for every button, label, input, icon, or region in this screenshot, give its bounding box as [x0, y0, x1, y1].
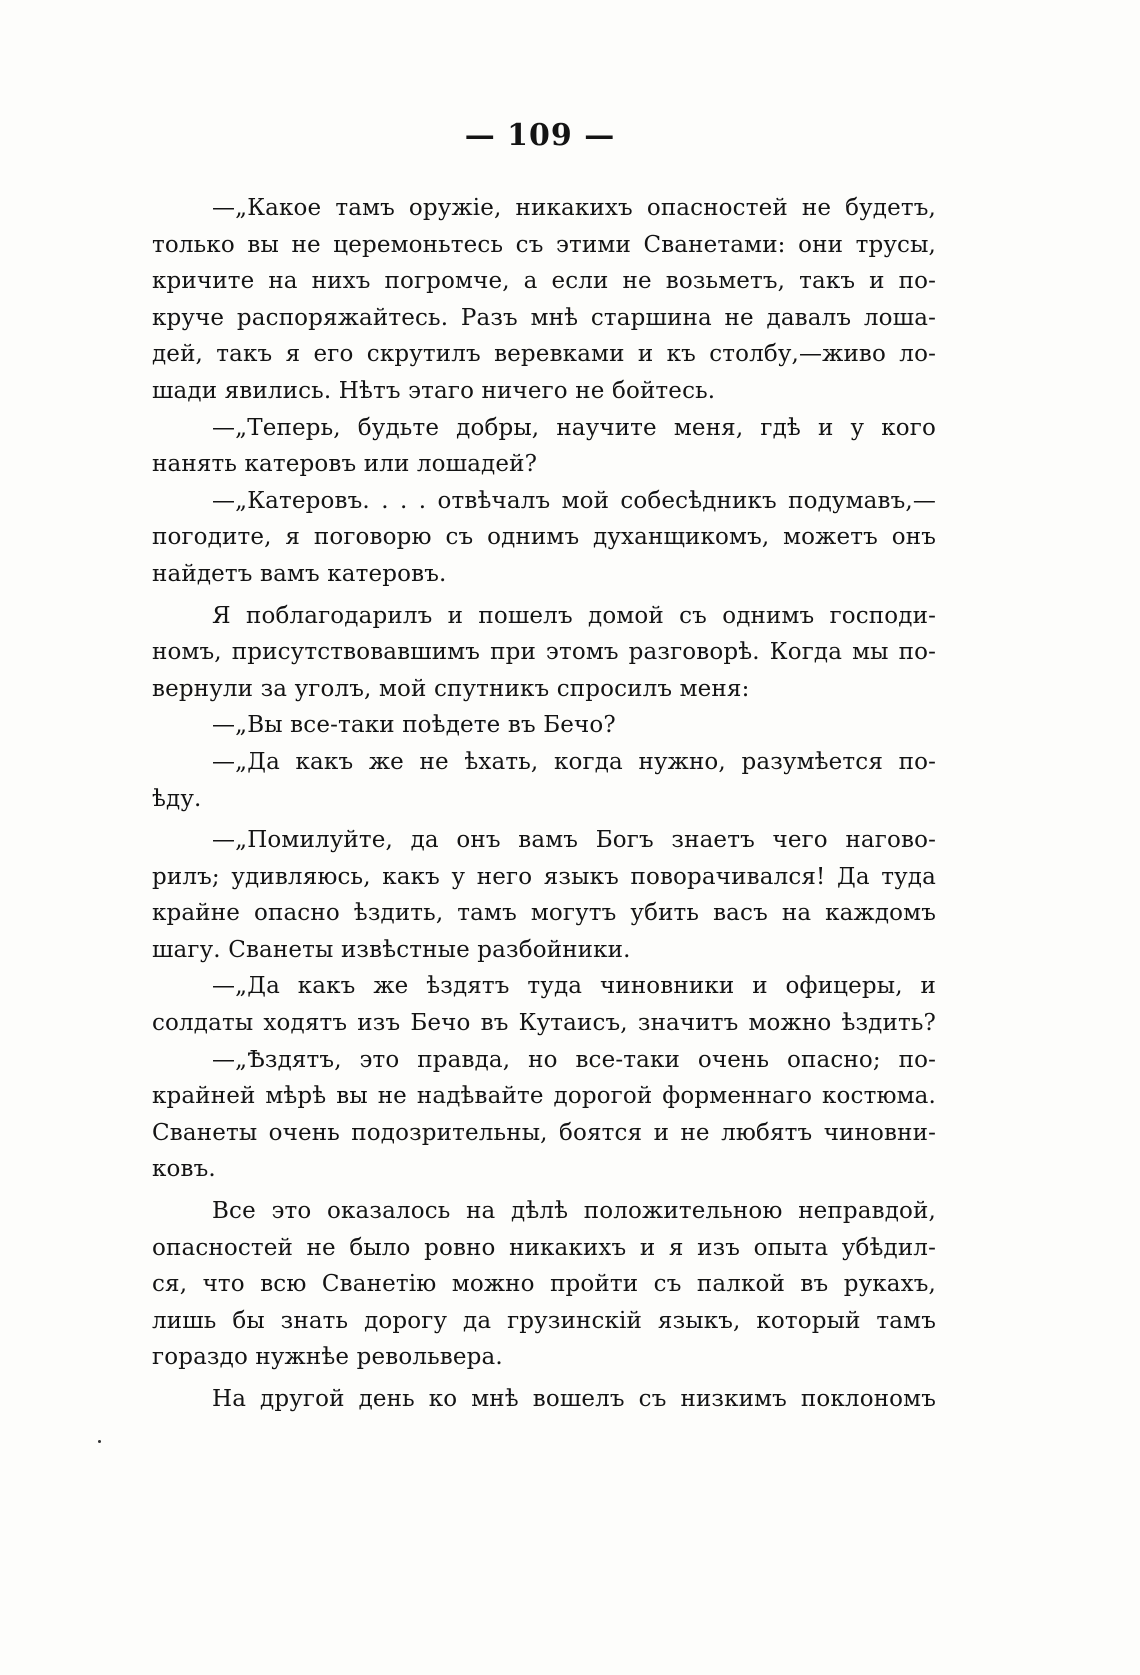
- page-body-text: [152, 190, 936, 1418]
- text-line: кричите на нихъ погромче, а если не возьметъ, такъ и по-: [152, 268, 936, 295]
- text-line: крайне опасно ѣздить, тамъ могутъ убить васъ на каждомъ: [152, 900, 936, 927]
- ink-speck: [98, 1440, 101, 1443]
- text-line: шагу. Сванеты извѣстные разбойники.: [152, 936, 631, 963]
- text-line: Сванеты очень подозрительны, боятся и не любятъ чиновни-: [152, 1119, 936, 1146]
- text-line: рилъ; удивляюсь, какъ у него языкъ поворачивался! Да туда: [152, 863, 936, 890]
- text-line: ѣду.: [152, 785, 202, 812]
- text-line: найдетъ вамъ катеровъ.: [152, 560, 447, 587]
- text-line: —„Вы все-таки поѣдете въ Бечо?: [212, 712, 616, 739]
- text-line: номъ, присутствовавшимъ при этомъ разговорѣ. Когда мы по-: [152, 639, 936, 666]
- text-line: дей, такъ я его скрутилъ веревками и къ столбу,—живо ло-: [152, 341, 936, 368]
- text-line: нанять катеровъ или лошадей?: [152, 451, 538, 478]
- text-line: только вы не церемоньтесь съ этими Сванетами: они трусы,: [152, 231, 936, 258]
- text-line: —„Какое тамъ оружіе, никакихъ опасностей не будетъ,: [212, 195, 936, 221]
- text-line: опасностей не было ровно никакихъ и я изъ опыта убѣдил-: [152, 1234, 936, 1261]
- text-line: Все это оказалось на дѣлѣ положительною неправдой,: [212, 1198, 936, 1225]
- text-line: —„Да какъ же ѣздятъ туда чиновники и офицеры, и: [212, 973, 936, 1000]
- page-number: — 109 —: [464, 118, 616, 153]
- text-line: солдаты ходятъ изъ Бечо въ Кутаисъ, значитъ можно ѣздить?: [152, 1010, 936, 1037]
- text-line: —„Теперь, будьте добры, научите меня, гдѣ и у кого: [212, 414, 936, 441]
- text-line: круче распоряжайтесь. Разъ мнѣ старшина не давалъ лоша-: [152, 304, 936, 331]
- text-line: —„Ѣздятъ, это правда, но все-таки очень опасно; по-: [212, 1046, 936, 1073]
- text-line: шади явились. Нѣтъ этаго ничего не бойтесь.: [152, 377, 716, 404]
- text-line: —„Да какъ же не ѣхать, когда нужно, разумѣется по-: [212, 748, 936, 775]
- text-line: вернули за уголъ, мой спутникъ спросилъ меня:: [152, 675, 750, 702]
- text-line: лишь бы знать дорогу да грузинскій языкъ, который тамъ: [152, 1307, 936, 1334]
- text-line: ся, что всю Сванетію можно пройти съ палкой въ рукахъ,: [152, 1271, 936, 1298]
- text-line: —„Помилуйте, да онъ вамъ Богъ знаетъ чего нагово-: [212, 827, 936, 854]
- text-line: погодите, я поговорю съ однимъ духанщикомъ, можетъ онъ: [152, 524, 936, 551]
- text-line: гораздо нужнѣе револьвера.: [152, 1344, 503, 1371]
- text-line: Я поблагодарилъ и пошелъ домой съ однимъ господи-: [212, 602, 936, 629]
- text-line: крайней мѣрѣ вы не надѣвайте дорогой форменнаго костюма.: [152, 1083, 936, 1110]
- text-line: На другой день ко мнѣ вошелъ съ низкимъ поклономъ: [212, 1386, 936, 1412]
- text-line: ковъ.: [152, 1156, 216, 1183]
- text-line: —„Катеровъ. . . . отвѣчалъ мой собесѣдникъ подумавъ,—: [212, 487, 936, 514]
